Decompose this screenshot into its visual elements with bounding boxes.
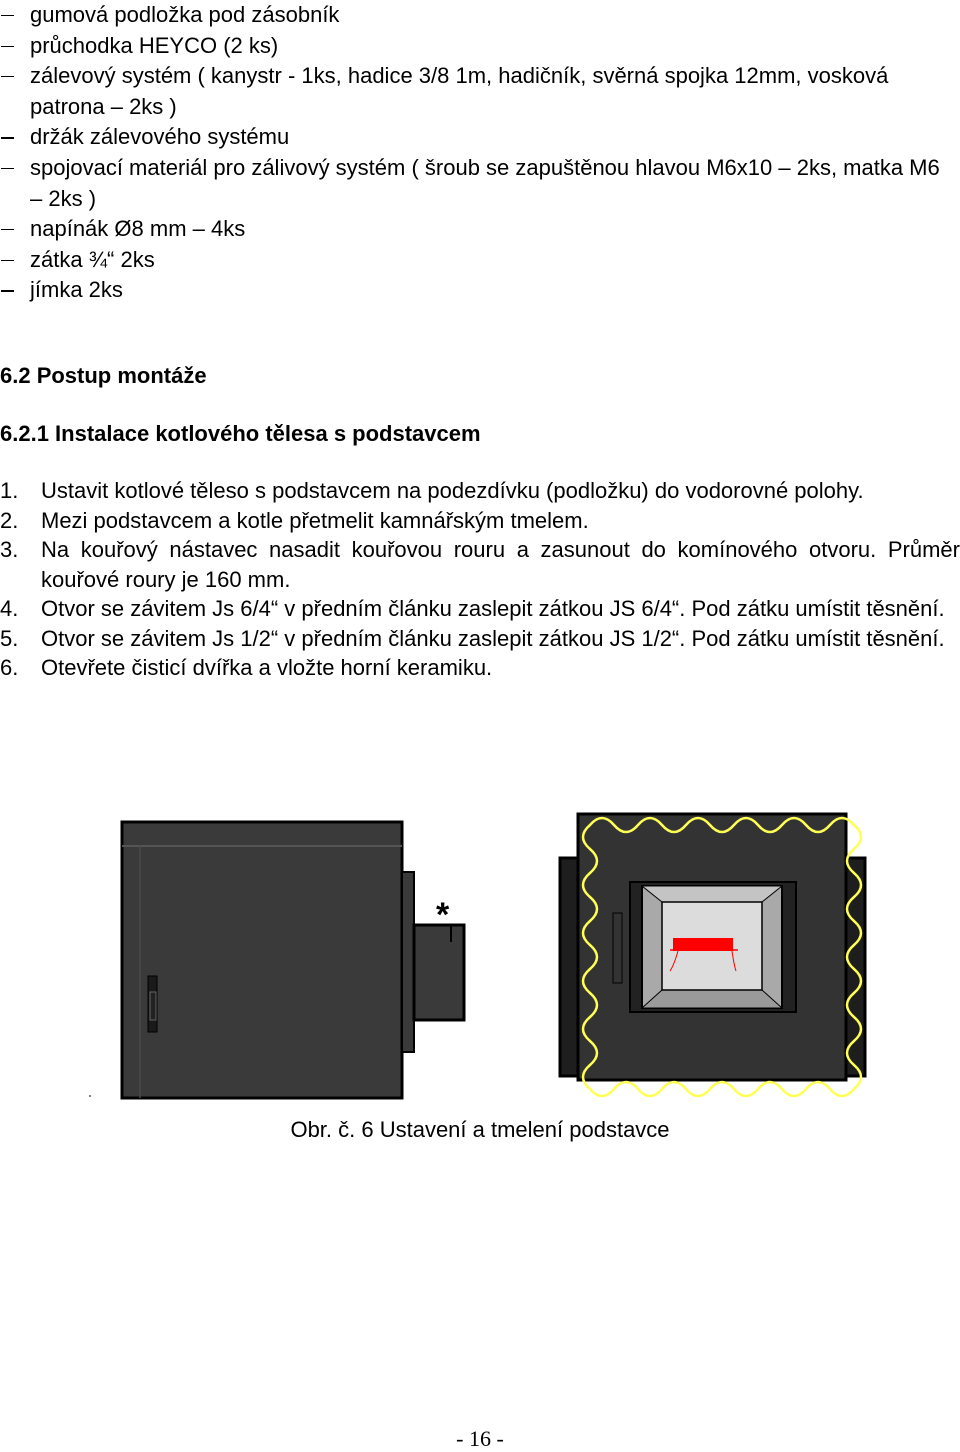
step-text: Otvor se závitem Js 1/2“ v předním článku zaslepit zátkou JS 1/2“. Pod zátku umístit těsnění. xyxy=(41,625,945,651)
materials-list xyxy=(0,0,955,306)
list-item: spojovací materiál pro zálivový systém ( šroub se zapuštěnou hlavou M6x10 – 2ks, matka M6 – 2ks ) xyxy=(30,154,940,211)
step-item xyxy=(0,506,960,536)
boiler-body xyxy=(122,822,402,1098)
step-text: Mezi podstavcem a kotle přetmelit kamnářským tmelem. xyxy=(41,507,589,533)
step-number: 5. xyxy=(0,625,19,651)
boiler-installation-figure xyxy=(80,810,880,1110)
list-item: držák zálevového systému xyxy=(30,124,290,150)
marker-asterisk: * xyxy=(436,896,450,934)
step-item xyxy=(0,476,960,506)
red-marker-bar xyxy=(673,938,733,951)
step-text: Ustavit kotlové těleso s podstavcem na podezdívku (podložku) do vodorovné polohy. xyxy=(41,478,864,503)
vertical-guide xyxy=(613,913,622,983)
bevel-bottom xyxy=(642,990,782,1008)
list-item: napínák Ø8 mm – 4ks xyxy=(30,216,246,242)
step-text: Na kouřový nástavec nasadit kouřovou rouru a zasunout do komínového otvoru. Průměr kouřové roury je 160 mm. xyxy=(41,537,960,592)
bevel-top xyxy=(642,886,782,902)
step-number: 2. xyxy=(0,507,19,533)
step-item xyxy=(0,653,960,683)
flue-collar xyxy=(402,872,414,1052)
small-dot xyxy=(89,1095,91,1097)
step-item xyxy=(0,624,960,654)
step-item xyxy=(0,535,960,594)
boiler-top-view xyxy=(560,814,865,1096)
figure-caption: Obr. č. 6 Ustavení a tmelení podstavce xyxy=(290,1117,670,1142)
step-text: Otvor se závitem Js 6/4“ v předním článku zaslepit zátkou JS 6/4“. Pod zátku umístit těsnění. xyxy=(41,596,945,621)
subsection-heading: 6.2.1 Instalace kotlového tělesa s podstavcem xyxy=(0,421,481,446)
boiler-side-view xyxy=(89,822,464,1098)
flue-outlet xyxy=(414,925,464,1020)
page-number: - 16 - xyxy=(456,1426,504,1451)
step-number: 6. xyxy=(0,655,19,680)
list-item: jímka 2ks xyxy=(30,277,123,303)
list-item: průchodka HEYCO (2 ks) xyxy=(30,32,279,58)
step-number: 3. xyxy=(0,537,19,562)
section-heading: 6.2 Postup montáže xyxy=(0,363,207,388)
list-item: zálevový systém ( kanystr - 1ks, hadice 3/8 1m, hadičník, svěrná spojka 12mm, vosková patrona – 2ks ) xyxy=(30,63,889,119)
door-handle xyxy=(150,992,156,1020)
step-text: Otevřete čisticí dvířka a vložte horní keramiku. xyxy=(41,655,493,680)
step-number: 4. xyxy=(0,596,19,621)
list-item: gumová podložka pod zásobník xyxy=(30,2,340,27)
list-item: zátka ¾“ 2ks xyxy=(30,246,155,272)
step-number: 1. xyxy=(0,478,19,503)
assembly-steps xyxy=(0,476,960,683)
step-item xyxy=(0,594,960,624)
